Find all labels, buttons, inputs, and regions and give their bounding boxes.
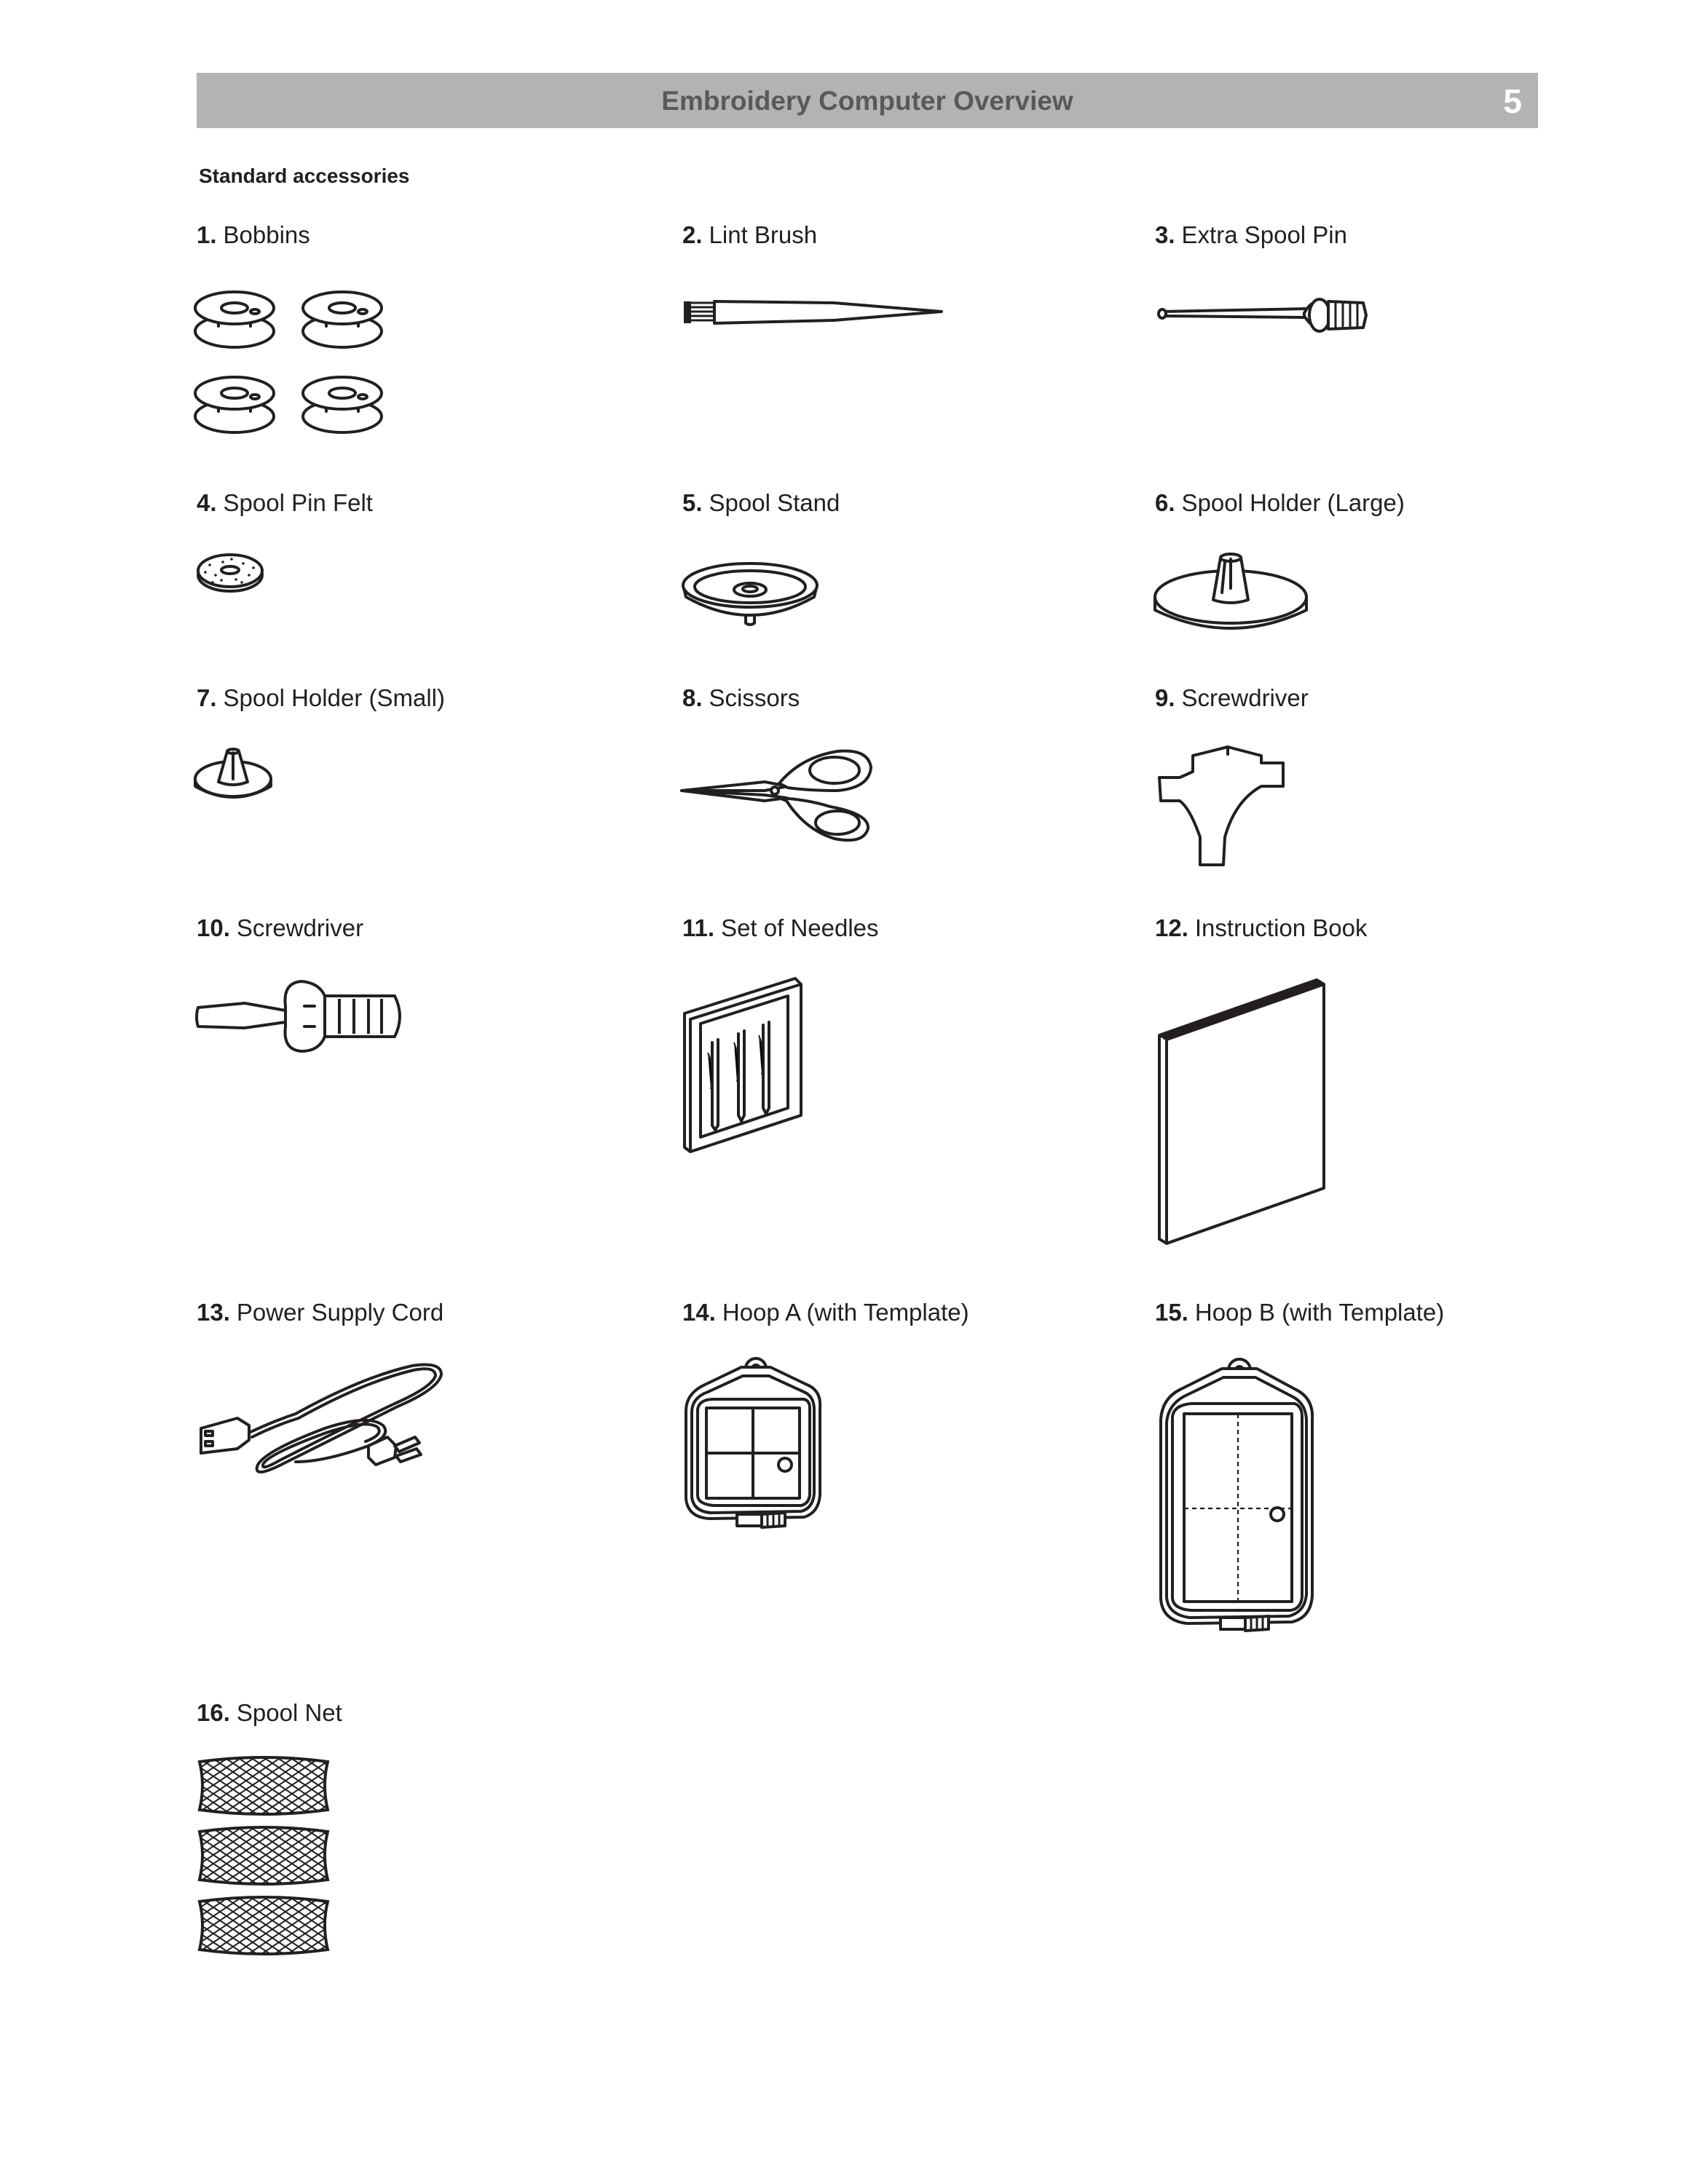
hoop-a-icon bbox=[676, 1353, 836, 1542]
scissors-icon bbox=[677, 743, 881, 844]
item-number: 10. bbox=[197, 914, 230, 941]
item-number: 16. bbox=[197, 1699, 230, 1726]
item-number: 15. bbox=[1155, 1299, 1188, 1326]
screwdriver-icon bbox=[194, 974, 412, 1061]
item-label: Bobbins bbox=[223, 221, 310, 248]
accessory-item-bobbins bbox=[197, 221, 310, 249]
item-number: 13. bbox=[197, 1299, 230, 1326]
item-label: Spool Stand bbox=[709, 489, 840, 516]
accessory-item-spool-stand bbox=[682, 489, 840, 517]
accessory-item-spool-pin-felt bbox=[197, 489, 373, 517]
accessory-item-extra-spool-pin bbox=[1155, 221, 1347, 249]
item-label: Extra Spool Pin bbox=[1181, 221, 1347, 248]
accessory-item-lint-brush bbox=[682, 221, 817, 249]
needles-icon bbox=[679, 973, 810, 1162]
item-number: 5. bbox=[682, 489, 703, 516]
item-number: 7. bbox=[197, 684, 217, 711]
item-number: 8. bbox=[682, 684, 703, 711]
accessory-item-power-supply-cord bbox=[197, 1299, 443, 1326]
spool-holder-large-icon bbox=[1151, 545, 1311, 646]
item-number: 11. bbox=[682, 914, 715, 941]
spool-pin-icon bbox=[1155, 284, 1373, 342]
item-number: 9. bbox=[1155, 684, 1175, 711]
accessory-item-hoop-a bbox=[682, 1299, 969, 1326]
hoop-b-icon bbox=[1152, 1353, 1327, 1644]
wrench-screwdriver-icon bbox=[1155, 743, 1293, 874]
spool-holder-small-icon bbox=[191, 741, 278, 807]
item-number: 1. bbox=[197, 221, 217, 248]
bobbins-icon bbox=[191, 284, 395, 451]
item-label: Scissors bbox=[709, 684, 800, 711]
accessory-item-scissors bbox=[682, 684, 800, 712]
item-number: 14. bbox=[682, 1299, 716, 1326]
section-title: Standard accessories bbox=[199, 165, 410, 187]
power-cord-icon bbox=[194, 1356, 456, 1494]
item-number: 2. bbox=[682, 221, 703, 248]
accessory-item-instruction-book bbox=[1155, 914, 1368, 942]
item-label: Hoop B (with Template) bbox=[1194, 1299, 1445, 1326]
item-label: Spool Holder (Small) bbox=[223, 684, 445, 711]
item-label: Spool Pin Felt bbox=[223, 489, 373, 516]
item-label: Spool Holder (Large) bbox=[1181, 489, 1405, 516]
item-number: 12. bbox=[1155, 914, 1188, 941]
item-label: Screwdriver bbox=[236, 914, 364, 941]
item-number: 4. bbox=[197, 489, 217, 516]
lint-brush-icon bbox=[681, 285, 950, 336]
header-bar bbox=[197, 73, 1538, 128]
page-title: Embroidery Computer Overview bbox=[661, 86, 1073, 116]
item-label: Hoop A (with Template) bbox=[722, 1299, 969, 1326]
spool-pin-felt-icon bbox=[191, 546, 271, 597]
accessory-item-screwdriver bbox=[197, 914, 363, 942]
item-label: Screwdriver bbox=[1181, 684, 1309, 711]
item-label: Spool Net bbox=[236, 1699, 342, 1726]
accessory-item-set-of-needles bbox=[682, 914, 879, 942]
page-number: 5 bbox=[1503, 82, 1522, 120]
item-label: Instruction Book bbox=[1194, 914, 1368, 941]
item-label: Lint Brush bbox=[709, 221, 818, 248]
accessory-item-spool-net bbox=[197, 1699, 342, 1727]
spool-net-icon bbox=[194, 1754, 339, 1966]
accessory-item-screwdriver-tool bbox=[1155, 684, 1309, 712]
accessory-item-spool-holder-small bbox=[197, 684, 445, 712]
item-number: 6. bbox=[1155, 489, 1175, 516]
accessory-item-hoop-b bbox=[1155, 1299, 1444, 1326]
spool-stand-icon bbox=[677, 553, 823, 633]
item-label: Set of Needles bbox=[721, 914, 879, 941]
item-number: 3. bbox=[1155, 221, 1175, 248]
accessory-item-spool-holder-large bbox=[1155, 489, 1405, 517]
item-label: Power Supply Cord bbox=[236, 1299, 444, 1326]
book-icon bbox=[1155, 973, 1330, 1257]
